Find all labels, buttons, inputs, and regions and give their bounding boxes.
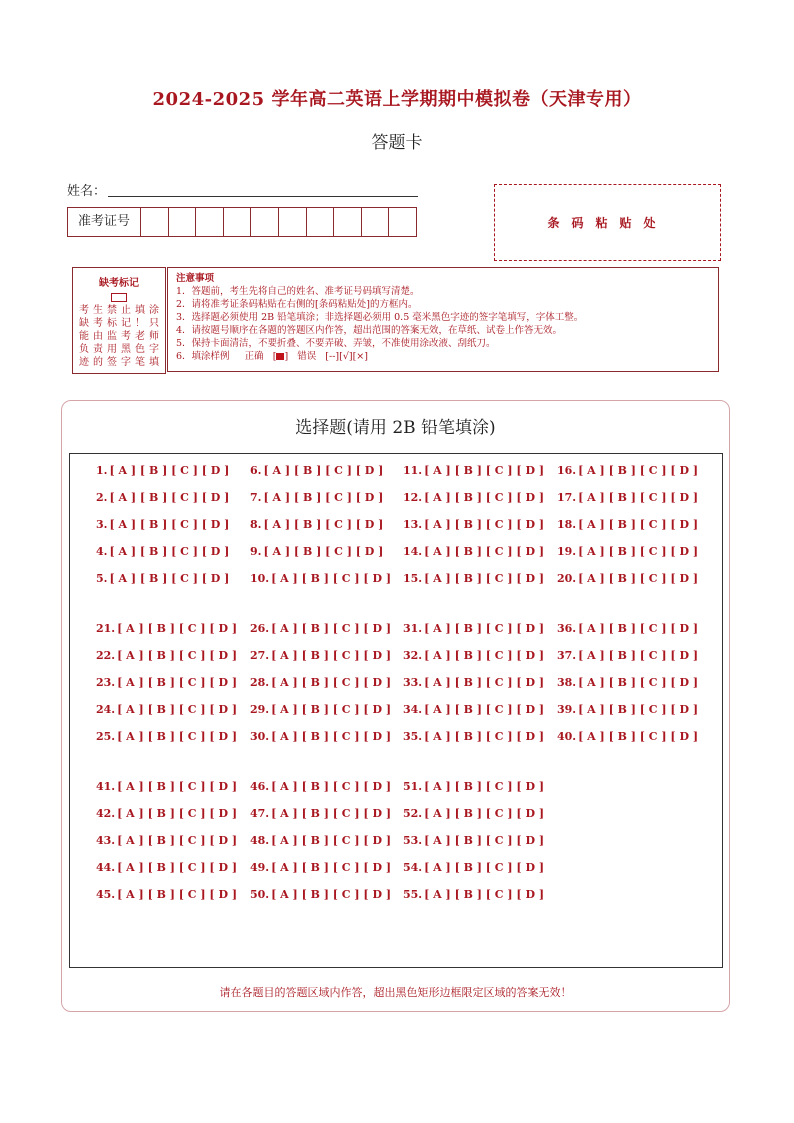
question-row[interactable] <box>403 730 544 757</box>
question-number: 20. <box>557 572 577 585</box>
question-row[interactable] <box>250 834 391 861</box>
answer-options[interactable]: [ A ] [ B ] [ C ] [ D ] <box>263 545 384 558</box>
question-column <box>96 622 237 757</box>
missing-mark-text: 能由监考老师 <box>79 331 159 342</box>
answer-options[interactable]: [ A ] [ B ] [ C ] [ D ] <box>271 622 392 635</box>
question-row[interactable] <box>557 545 698 572</box>
answer-options[interactable]: [ A ] [ B ] [ C ] [ D ] <box>271 807 392 820</box>
answer-options[interactable]: [ A ] [ B ] [ C ] [ D ] <box>424 807 545 820</box>
answer-options[interactable]: [ A ] [ B ] [ C ] [ D ] <box>578 572 699 585</box>
question-number: 19. <box>557 545 577 558</box>
question-number: 5. <box>96 572 108 585</box>
ticket-digit-cell[interactable] <box>169 208 197 236</box>
question-number: 11. <box>403 464 423 477</box>
question-number: 42. <box>96 807 116 820</box>
question-number: 41. <box>96 780 116 793</box>
answer-options[interactable]: [ A ] [ B ] [ C ] [ D ] <box>117 888 238 901</box>
answer-options[interactable]: [ A ] [ B ] [ C ] [ D ] <box>109 518 230 531</box>
question-number: 23. <box>96 676 116 689</box>
answer-options[interactable]: [ A ] [ B ] [ C ] [ D ] <box>271 888 392 901</box>
question-column <box>403 780 544 915</box>
answer-options[interactable]: [ A ] [ B ] [ C ] [ D ] <box>109 545 230 558</box>
question-row[interactable] <box>403 572 544 599</box>
answer-options[interactable]: [ A ] [ B ] [ C ] [ D ] <box>271 780 392 793</box>
answer-options[interactable]: [ A ] [ B ] [ C ] [ D ] <box>578 545 699 558</box>
question-row[interactable] <box>250 676 391 703</box>
question-row[interactable] <box>250 518 391 545</box>
question-row[interactable] <box>557 491 698 518</box>
question-number: 40. <box>557 730 577 743</box>
question-column <box>96 780 237 915</box>
question-row[interactable] <box>96 807 237 834</box>
answer-options[interactable]: [ A ] [ B ] [ C ] [ D ] <box>578 703 699 716</box>
question-row[interactable] <box>557 730 698 757</box>
question-row[interactable] <box>96 545 229 572</box>
question-row[interactable] <box>403 780 544 807</box>
fill-sample-line: 6．填涂样例 正确 [ ] 错误 [--][√][×] <box>176 351 368 362</box>
ticket-digit-cell[interactable] <box>141 208 169 236</box>
question-row[interactable] <box>96 464 229 491</box>
question-number: 32. <box>403 649 423 662</box>
question-number: 38. <box>557 676 577 689</box>
question-number: 52. <box>403 807 423 820</box>
question-number: 44. <box>96 861 116 874</box>
answer-options[interactable]: [ A ] [ B ] [ C ] [ D ] <box>424 649 545 662</box>
answer-options[interactable]: [ A ] [ B ] [ C ] [ D ] <box>117 780 238 793</box>
ticket-digit-cell[interactable] <box>224 208 252 236</box>
question-column <box>250 464 391 599</box>
question-row[interactable] <box>250 703 391 730</box>
question-column <box>96 464 229 599</box>
missing-mark-text: 考生禁止填涂 <box>79 305 159 316</box>
question-column <box>403 622 544 757</box>
question-row[interactable] <box>403 491 544 518</box>
answer-options[interactable]: [ A ] [ B ] [ C ] [ D ] <box>109 572 230 585</box>
answer-options[interactable]: [ A ] [ B ] [ C ] [ D ] <box>117 676 238 689</box>
question-number: 4. <box>96 545 108 558</box>
answer-options[interactable]: [ A ] [ B ] [ C ] [ D ] <box>424 491 545 504</box>
question-column <box>557 464 698 599</box>
question-row[interactable] <box>403 518 544 545</box>
question-number: 17. <box>557 491 577 504</box>
answer-options[interactable]: [ A ] [ B ] [ C ] [ D ] <box>424 464 545 477</box>
ticket-number-grid <box>67 207 417 237</box>
question-number: 6. <box>250 464 262 477</box>
choice-section-title: 选择题(请用 2B 铅笔填涂) <box>295 418 496 438</box>
question-number: 54. <box>403 861 423 874</box>
ticket-digit-cell[interactable] <box>251 208 279 236</box>
missing-mark-checkbox[interactable] <box>111 293 127 302</box>
name-input-line[interactable] <box>108 196 418 197</box>
question-number: 49. <box>250 861 270 874</box>
answer-options[interactable]: [ A ] [ B ] [ C ] [ D ] <box>424 834 545 847</box>
question-row[interactable] <box>96 491 229 518</box>
question-row[interactable] <box>250 730 391 757</box>
question-number: 15. <box>403 572 423 585</box>
answer-options[interactable]: [ A ] [ B ] [ C ] [ D ] <box>424 730 545 743</box>
question-number: 14. <box>403 545 423 558</box>
question-number: 53. <box>403 834 423 847</box>
question-row[interactable] <box>96 622 237 649</box>
question-number: 51. <box>403 780 423 793</box>
answer-options[interactable]: [ A ] [ B ] [ C ] [ D ] <box>424 622 545 635</box>
question-number: 3. <box>96 518 108 531</box>
answer-options[interactable]: [ A ] [ B ] [ C ] [ D ] <box>271 730 392 743</box>
question-row[interactable] <box>96 730 237 757</box>
wrong-label: 错误 <box>297 351 317 362</box>
fill-sample-label: 6．填涂样例 <box>176 351 230 362</box>
question-number: 30. <box>250 730 270 743</box>
answer-options[interactable]: [ A ] [ B ] [ C ] [ D ] <box>424 861 545 874</box>
notice-title: 注意事项 <box>176 273 215 284</box>
question-row[interactable] <box>250 807 391 834</box>
question-number: 37. <box>557 649 577 662</box>
question-number: 25. <box>96 730 116 743</box>
sheet-subtitle: 答题卡 <box>371 133 423 153</box>
question-number: 43. <box>96 834 116 847</box>
barcode-area: 条码粘贴处 <box>494 184 721 261</box>
notice-item: 2．请将准考证条码粘贴在右侧的[条码粘贴处]的方框内。 <box>176 299 418 310</box>
question-number: 31. <box>403 622 423 635</box>
answer-options[interactable]: [ A ] [ B ] [ C ] [ D ] <box>424 572 545 585</box>
question-row[interactable] <box>557 464 698 491</box>
question-row[interactable] <box>96 572 229 599</box>
answer-options[interactable]: [ A ] [ B ] [ C ] [ D ] <box>578 730 699 743</box>
question-number: 21. <box>96 622 116 635</box>
answer-options[interactable]: [ A ] [ B ] [ C ] [ D ] <box>109 491 230 504</box>
question-row[interactable] <box>403 807 544 834</box>
question-number: 18. <box>557 518 577 531</box>
question-row[interactable] <box>250 622 391 649</box>
answer-options[interactable]: [ A ] [ B ] [ C ] [ D ] <box>117 834 238 847</box>
answer-options[interactable]: [ A ] [ B ] [ C ] [ D ] <box>578 491 699 504</box>
answer-options[interactable]: [ A ] [ B ] [ C ] [ D ] <box>424 703 545 716</box>
ticket-number-label: 准考证号 <box>68 208 141 236</box>
question-number: 33. <box>403 676 423 689</box>
answer-options[interactable]: [ A ] [ B ] [ C ] [ D ] <box>117 622 238 635</box>
question-row[interactable] <box>96 649 237 676</box>
answer-options[interactable]: [ A ] [ B ] [ C ] [ D ] <box>117 703 238 716</box>
notice-item: 5．保持卡面清洁，不要折叠、不要弄破、弄皱，不准使用涂改液、刮纸刀。 <box>176 338 496 349</box>
ticket-digit-cell[interactable] <box>196 208 224 236</box>
answer-options[interactable]: [ A ] [ B ] [ C ] [ D ] <box>271 676 392 689</box>
question-column <box>403 464 544 599</box>
question-row[interactable] <box>96 703 237 730</box>
missing-mark-text: 负责用黑色字 <box>79 344 159 355</box>
question-number: 12. <box>403 491 423 504</box>
question-row[interactable] <box>250 572 391 599</box>
filled-square-icon <box>276 353 284 360</box>
question-number: 36. <box>557 622 577 635</box>
question-number: 22. <box>96 649 116 662</box>
answer-options[interactable]: [ A ] [ B ] [ C ] [ D ] <box>271 649 392 662</box>
question-row[interactable] <box>250 464 391 491</box>
question-number: 27. <box>250 649 270 662</box>
question-number: 35. <box>403 730 423 743</box>
answer-options[interactable]: [ A ] [ B ] [ C ] [ D ] <box>578 518 699 531</box>
question-row[interactable] <box>96 861 237 888</box>
question-row[interactable] <box>250 861 391 888</box>
missing-exam-mark-box <box>72 267 166 374</box>
ticket-digit-cell[interactable] <box>334 208 362 236</box>
question-number: 28. <box>250 676 270 689</box>
answer-options[interactable]: [ A ] [ B ] [ C ] [ D ] <box>424 545 545 558</box>
answer-options[interactable]: [ A ] [ B ] [ C ] [ D ] <box>424 780 545 793</box>
question-column <box>557 622 698 757</box>
answer-options[interactable]: [ A ] [ B ] [ C ] [ D ] <box>263 491 384 504</box>
question-row[interactable] <box>403 622 544 649</box>
answer-area <box>69 453 723 968</box>
question-row[interactable] <box>403 888 544 915</box>
question-number: 48. <box>250 834 270 847</box>
answer-options[interactable]: [ A ] [ B ] [ C ] [ D ] <box>117 730 238 743</box>
question-number: 55. <box>403 888 423 901</box>
question-row[interactable] <box>96 518 229 545</box>
question-row[interactable] <box>250 780 391 807</box>
ticket-digit-cell[interactable] <box>362 208 390 236</box>
sheet-title: 2024-2025 学年高二英语上学期期中模拟卷（天津专用） <box>152 89 642 110</box>
question-number: 2. <box>96 491 108 504</box>
notice-item: 3．选择题必须使用 2B 铅笔填涂；非选择题必须用 0.5 毫米黑色字迹的签字笔填写，字体工整。 <box>176 312 584 323</box>
notice-item: 4．请按题号顺序在各题的答题区内作答，超出范围的答案无效，在草纸、试卷上作答无效。 <box>176 325 563 336</box>
question-row[interactable] <box>557 622 698 649</box>
answer-options[interactable]: [ A ] [ B ] [ C ] [ D ] <box>117 861 238 874</box>
notice-item: 1．答题前，考生先将自己的姓名、准考证号码填写清楚。 <box>176 286 420 297</box>
question-number: 10. <box>250 572 270 585</box>
ticket-digit-cell[interactable] <box>389 208 416 236</box>
question-number: 24. <box>96 703 116 716</box>
question-number: 16. <box>557 464 577 477</box>
question-row[interactable] <box>403 861 544 888</box>
question-number: 7. <box>250 491 262 504</box>
answer-options[interactable]: [ A ] [ B ] [ C ] [ D ] <box>424 518 545 531</box>
ticket-digit-cell[interactable] <box>279 208 307 236</box>
answer-options[interactable]: [ A ] [ B ] [ C ] [ D ] <box>271 703 392 716</box>
question-row[interactable] <box>403 834 544 861</box>
question-row[interactable] <box>250 545 391 572</box>
choice-section <box>61 400 730 1012</box>
answer-options[interactable]: [ A ] [ B ] [ C ] [ D ] <box>271 572 392 585</box>
notice-box <box>167 267 719 372</box>
missing-mark-text: 迹的签字笔填 <box>79 357 159 368</box>
answer-options[interactable]: [ A ] [ B ] [ C ] [ D ] <box>424 888 545 901</box>
question-column <box>250 622 391 757</box>
answer-options[interactable]: [ A ] [ B ] [ C ] [ D ] <box>263 464 384 477</box>
answer-options[interactable]: [ A ] [ B ] [ C ] [ D ] <box>117 807 238 820</box>
question-number: 1. <box>96 464 108 477</box>
question-row[interactable] <box>250 649 391 676</box>
question-row[interactable] <box>96 780 237 807</box>
question-column <box>250 780 391 915</box>
question-row[interactable] <box>403 649 544 676</box>
question-number: 34. <box>403 703 423 716</box>
question-number: 47. <box>250 807 270 820</box>
question-number: 46. <box>250 780 270 793</box>
question-number: 26. <box>250 622 270 635</box>
correct-label: 正确 <box>244 351 264 362</box>
answer-options[interactable]: [ A ] [ B ] [ C ] [ D ] <box>424 676 545 689</box>
question-number: 50. <box>250 888 270 901</box>
question-row[interactable] <box>557 703 698 730</box>
answer-area-footer: 请在各题目的答题区域内作答，超出黑色矩形边框限定区域的答案无效！ <box>219 986 572 999</box>
question-row[interactable] <box>96 888 237 915</box>
ticket-digit-cell[interactable] <box>307 208 335 236</box>
question-row[interactable] <box>557 676 698 703</box>
question-number: 8. <box>250 518 262 531</box>
question-row[interactable] <box>96 834 237 861</box>
name-label: 姓名： <box>67 184 107 199</box>
answer-options[interactable]: [ A ] [ B ] [ C ] [ D ] <box>117 649 238 662</box>
question-row[interactable] <box>403 676 544 703</box>
answer-options[interactable]: [ A ] [ B ] [ C ] [ D ] <box>263 518 384 531</box>
question-row[interactable] <box>403 464 544 491</box>
question-row[interactable] <box>403 703 544 730</box>
answer-options[interactable]: [ A ] [ B ] [ C ] [ D ] <box>271 834 392 847</box>
wrong-samples: [--][√][×] <box>325 351 368 362</box>
question-number: 39. <box>557 703 577 716</box>
question-number: 13. <box>403 518 423 531</box>
question-row[interactable] <box>557 518 698 545</box>
answer-options[interactable]: [ A ] [ B ] [ C ] [ D ] <box>578 622 699 635</box>
question-row[interactable] <box>403 545 544 572</box>
answer-options[interactable]: [ A ] [ B ] [ C ] [ D ] <box>578 676 699 689</box>
question-number: 9. <box>250 545 262 558</box>
question-row[interactable] <box>557 649 698 676</box>
question-row[interactable] <box>250 888 391 915</box>
answer-options[interactable]: [ A ] [ B ] [ C ] [ D ] <box>578 464 699 477</box>
question-row[interactable] <box>557 572 698 599</box>
missing-mark-text: 缺考标记！只 <box>79 318 159 329</box>
answer-options[interactable]: [ A ] [ B ] [ C ] [ D ] <box>578 649 699 662</box>
question-row[interactable] <box>250 491 391 518</box>
missing-mark-title: 缺考标记 <box>99 278 139 289</box>
question-number: 29. <box>250 703 270 716</box>
question-number: 45. <box>96 888 116 901</box>
answer-options[interactable]: [ A ] [ B ] [ C ] [ D ] <box>271 861 392 874</box>
question-row[interactable] <box>96 676 237 703</box>
answer-options[interactable]: [ A ] [ B ] [ C ] [ D ] <box>109 464 230 477</box>
